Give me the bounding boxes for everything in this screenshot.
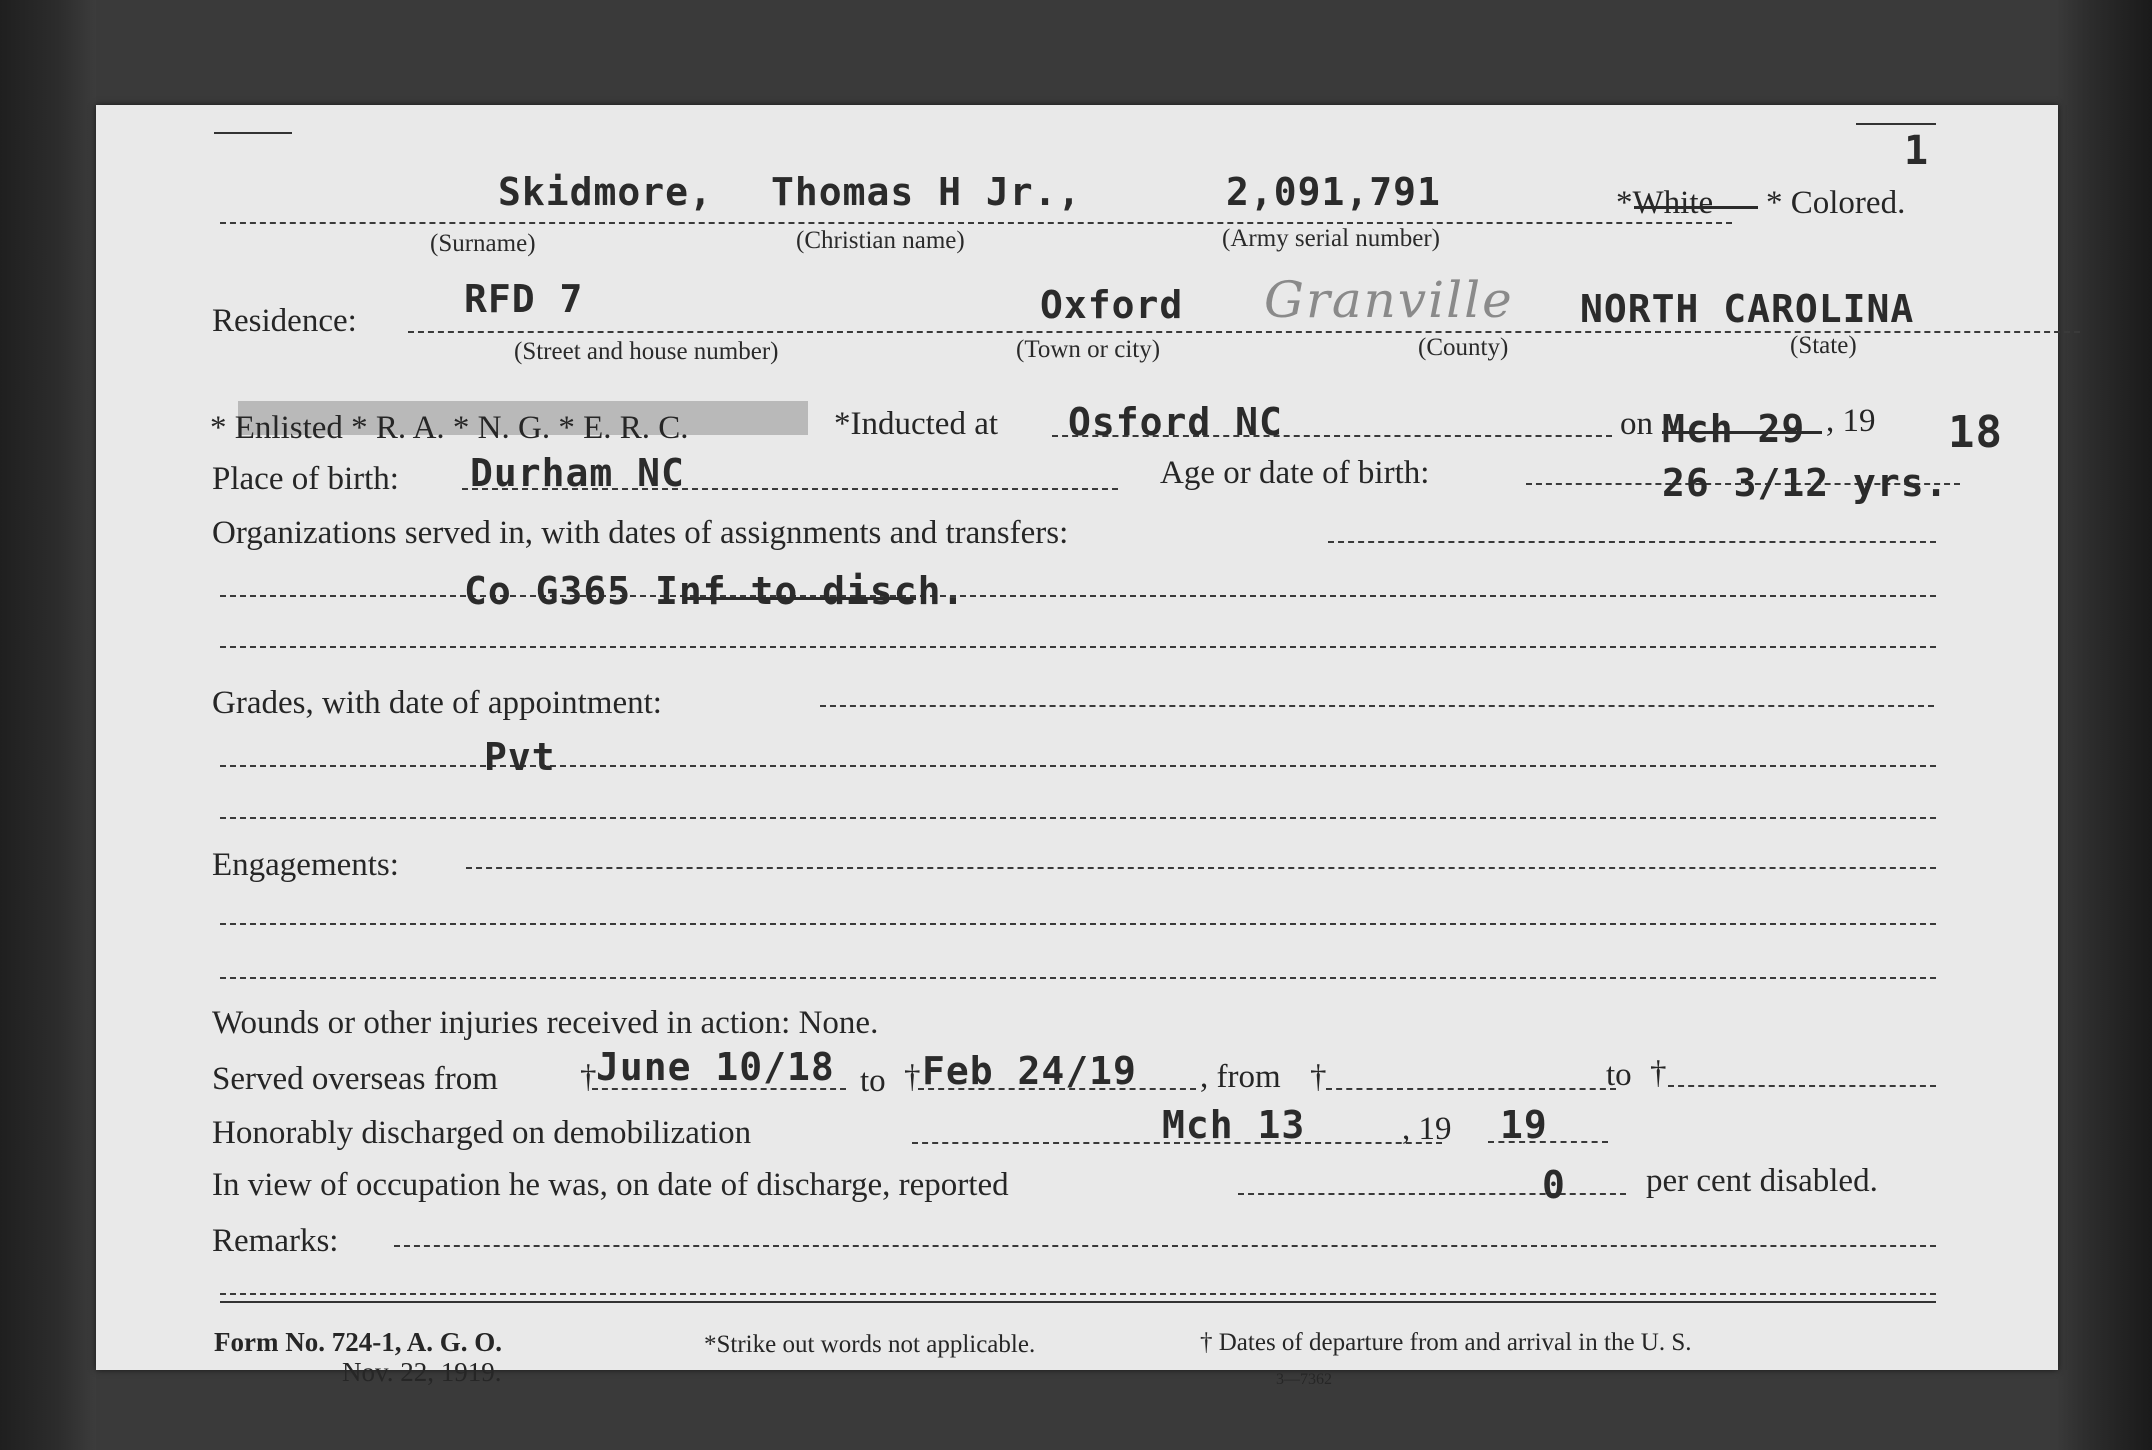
overseas-to-label: to (860, 1063, 886, 1099)
overseas-dagger-4: † (1650, 1055, 1667, 1091)
overseas-dagger-2: † (904, 1059, 921, 1095)
remarks-line-1 (394, 1245, 1936, 1247)
induction-year-prefix: , 19 (1826, 403, 1876, 439)
discharge-label: Honorably discharged on demobilization (212, 1115, 752, 1151)
age-value: 26 3/12 yrs. (1662, 461, 1949, 505)
state-value: NORTH CAROLINA (1580, 287, 1915, 331)
disability-label: In view of occupation he was, on date of discharge, reported (212, 1167, 1009, 1203)
christian-name-caption: (Christian name) (796, 227, 965, 254)
footer-rule (220, 1301, 1936, 1303)
overseas-to-date: Feb 24/19 (922, 1049, 1137, 1093)
discharge-year-prefix: , 19 (1402, 1111, 1452, 1147)
christian-name-value: Thomas H Jr., (771, 170, 1082, 214)
town-value: Oxford (1040, 283, 1184, 327)
organizations-strike (684, 597, 916, 600)
overseas-from2-label: , from (1200, 1059, 1281, 1095)
print-code: 3—7362 (1276, 1371, 1332, 1388)
organizations-label: Organizations served in, with dates of assignments and transfers: (212, 515, 1069, 551)
remarks-label: Remarks: (212, 1223, 339, 1259)
remarks-line-2 (220, 1293, 1936, 1295)
inducted-at-value: Osford NC (1068, 400, 1283, 444)
grades-line-2 (220, 765, 1936, 767)
race-white-strike (1634, 206, 1758, 209)
disability-value: 0 (1542, 1163, 1566, 1207)
overseas-label: Served overseas from (212, 1061, 498, 1097)
surname-value: Skidmore, (498, 170, 713, 214)
engagements-label: Engagements: (212, 847, 399, 883)
race-white: *White (1616, 185, 1714, 221)
county-caption: (County) (1418, 334, 1509, 361)
dagger-note: † Dates of departure from and arrival in the U. S. (1200, 1329, 1692, 1356)
top-left-rule (214, 132, 292, 134)
disability-line (1238, 1193, 1626, 1195)
induction-date-strike (1662, 431, 1822, 434)
overseas-dagger-3: † (1310, 1059, 1327, 1095)
scan-background-right (2056, 0, 2152, 1450)
organizations-line-3 (220, 646, 1936, 648)
birth-place-label: Place of birth: (212, 461, 399, 497)
discharge-year-value: 19 (1500, 1103, 1548, 1147)
disability-suffix: per cent disabled. (1646, 1163, 1878, 1199)
residence-label: Residence: (212, 303, 357, 339)
organizations-value: Co G365 Inf to disch. (464, 569, 966, 613)
overseas-from2-line (1326, 1088, 1616, 1090)
grades-line-3 (220, 817, 1936, 819)
state-caption: (State) (1790, 332, 1857, 359)
surname-caption: (Surname) (430, 230, 536, 257)
on-label: on (1620, 406, 1653, 442)
grades-value: Pvt (484, 735, 556, 779)
engagements-line-1 (466, 867, 1936, 869)
wounds-label: Wounds or other injuries received in action: None. (212, 1005, 879, 1041)
overseas-from-date: June 10/18 (596, 1045, 835, 1089)
engagements-line-3 (220, 977, 1936, 979)
county-value: Granville (1264, 271, 1514, 329)
serial-number-value: 2,091,791 (1226, 170, 1441, 214)
name-line (220, 222, 1732, 224)
scan-background-left (0, 0, 96, 1450)
overseas-to2-label: to (1606, 1057, 1632, 1093)
inducted-label: *Inducted at (834, 406, 999, 442)
engagements-line-2 (220, 923, 1936, 925)
town-caption: (Town or city) (1016, 336, 1161, 363)
grades-label: Grades, with date of appointment: (212, 685, 662, 721)
form-number: Form No. 724-1, A. G. O. (214, 1327, 502, 1357)
page-number: 1 (1904, 128, 1930, 174)
enlistment-options: * Enlisted * R. A. * N. G. * E. R. C. (210, 410, 689, 446)
overseas-to2-line (1668, 1085, 1936, 1087)
top-right-rule (1856, 123, 1936, 125)
form-date: Nov. 22, 1919. (342, 1357, 502, 1387)
age-label: Age or date of birth: (1160, 455, 1430, 491)
race-colored: * Colored. (1766, 185, 1906, 221)
strike-note: *Strike out words not applicable. (704, 1331, 1036, 1358)
birth-place-value: Durham NC (470, 451, 685, 495)
overseas-dagger-1: † (580, 1059, 597, 1095)
serial-number-caption: (Army serial number) (1222, 225, 1440, 252)
induction-date-value: Mch 29 (1662, 407, 1806, 451)
discharge-date-value: Mch 13 (1162, 1103, 1306, 1147)
street-caption: (Street and house number) (514, 338, 779, 365)
grades-line-1 (820, 705, 1934, 707)
induction-year-value: 18 (1948, 407, 2003, 458)
street-value: RFD 7 (464, 277, 584, 321)
organizations-line-1 (1328, 541, 1936, 543)
service-record-card (96, 105, 2058, 1388)
